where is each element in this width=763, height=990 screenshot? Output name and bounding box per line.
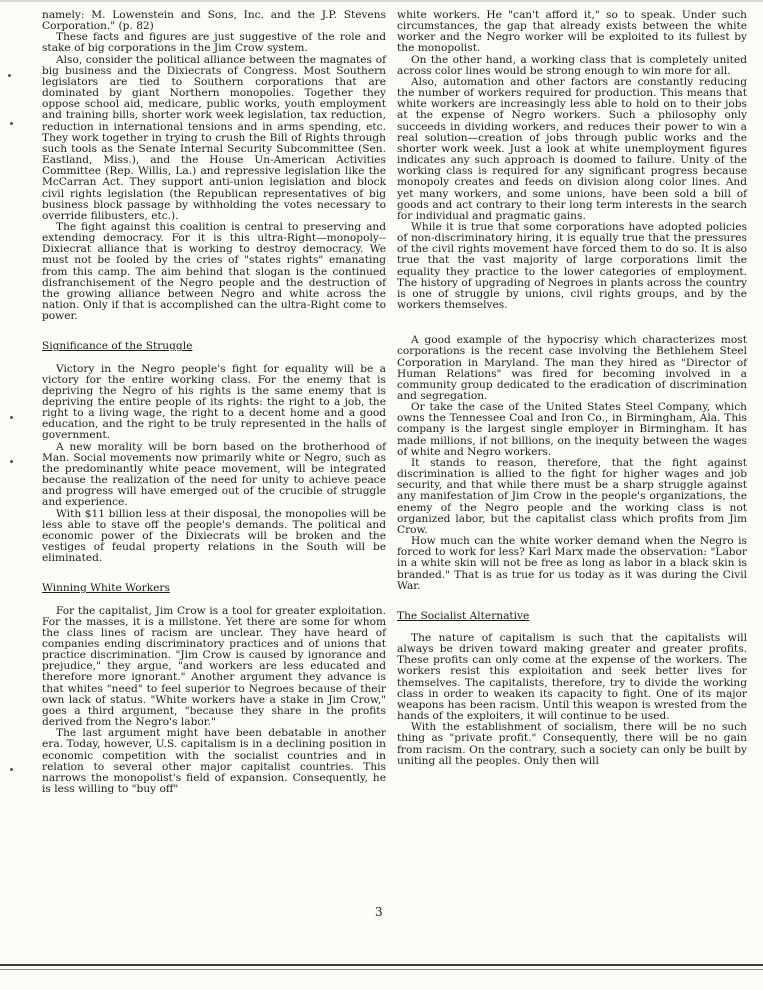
paragraph: While it is true that some corporations have adopted policies of non-discriminatory hiring, it is equally true that the pressures of the civil rights movement have forced them to do so. It is also true that the vast majority of large corporations limit the equality they practice to the lower categories of employment. The history of upgrading of Negroes in plants across the country is one of struggle by unions, civil rights groups, and by the workers themselves. xyxy=(397,220,747,312)
paragraph: It stands to reason, therefore, that the fight against discrimination is allied to the fight for higher wages and job security, and that while there must be a sharp struggle against any manifestation of Jim Crow in the people's organizations, the enemy of the Negro people and the working class is not organized labor, but the capitalist class which profits from Jim Crow. xyxy=(397,456,747,536)
paragraph: The nature of capitalism is such that the capitalists will always be driven toward making greater and greater profits. These profits can only come at the expense of the workers. The workers resist this exploitation and seek better lives for themselves. The capitalists, therefore, try to divide the working class in order to weaken its capacity to fight. One of its major weapons has been racism. Until this weapon is wrested from the hands of the exploiters, it will continue to be used. xyxy=(397,631,747,723)
page-number: 3 xyxy=(375,905,383,919)
bottom-rule-thin xyxy=(0,969,763,970)
scan-speck xyxy=(8,74,11,77)
paragraph: namely: M. Lowenstein and Sons, Inc. and the J.P. Stevens Corporation." (p. 82) xyxy=(42,9,386,33)
scan-speck xyxy=(10,122,13,125)
paragraph: These facts and figures are just suggestive of the role and stake of big corporations in the Jim Crow system. xyxy=(42,31,386,55)
scan-speck xyxy=(10,460,13,463)
scan-speck xyxy=(10,768,13,771)
paragraph: How much can the white worker demand when the Negro is forced to work for less? Karl Marx made the observation: "Labor in a white skin will not be free as long as labor in a black skin is branded." That is as true for us today as it was during the Civil War. xyxy=(397,535,747,592)
section-heading-socialist-alternative: The Socialist Alternative xyxy=(397,609,530,622)
paragraph: Also, automation and other factors are constantly reducing the number of workers required for production. This means that white workers are increasingly less able to hold on to their jobs at the expense of Negro workers. Such a philosophy only succeeds in dividing workers, and reduces their power to win a real solution—creation of jobs through public works and the shorter work week. Just a look at white unemployment figures indicates any such approach is doomed to failure. Unity of the working class is required for any significant progress because monopoly creates and feeds on division along color lines. And yet many workers, and some unions, have been sold a bill of goods and act contrary to their long term interests in the search for individual and pragmatic gains. xyxy=(397,75,747,222)
paragraph: The last argument might have been debatable in another era. Today, however, U.S. capitalism is in a declining position in economic competition with the socialist countries and in relation to several other major capitalist countries. This narrows the monopolist's field of expansion. Consequently, he is less willing to "buy off" xyxy=(42,727,386,795)
paragraph: On the other hand, a working class that is completely united across color lines would be strong enough to win more for all. xyxy=(397,53,747,77)
paragraph: Or take the case of the United States Steel Company, which owns the Tennessee Coal and Iron Co., in Birmingham, Ala. This company is the largest single employer in Birmingham. It has made millions, if not billions, on the inequity between the wages of white and Negro workers. xyxy=(397,401,747,458)
paragraph: With $11 billion less at their disposal, the monopolies will be less able to stave off the people's demands. The political and economic power of the Dixiecrats will be broken and the vestiges of feudal property relations in the South will be eliminated. xyxy=(42,507,386,565)
scan-speck xyxy=(10,416,13,419)
paragraph: The fight against this coalition is central to preserving and extending democracy. For it is this ultra-Right—monopoly--Dixiecrat alliance that is working to destroy democracy. We must not be fooled by the cries of "states rights" emanating from this camp. The aim behind that slogan is the continued disfranchisement of the Negro people and the destruction of the growing alliance between Negro and white across the nation. Only if that is accomplished can the ultra-Right come to power. xyxy=(42,220,386,323)
paragraph: With the establishment of socialism, there will be no such thing as "private profit." Consequently, there will be no gain from racism. On the contrary, such a society can only be built by uniting all the peoples. Only then will xyxy=(397,721,747,767)
right-column xyxy=(397,10,747,767)
page-top-edge xyxy=(0,0,763,2)
paragraph: A good example of the hypocrisy which characterizes most corporations is the recent case involving the Bethlehem Steel Corporation in Maryland. The man they hired as "Director of Human Relations" was fired for becoming involved in a community group dedicated to the eradication of discrimination and segregation. xyxy=(397,334,747,402)
paragraph: Also, consider the political alliance between the magnates of big business and the Dixiecrats of Congress. Most Southern legislators are tied to Southern corporations that are dominated by giant Northern monopolies. Together they oppose school aid, medicare, public works, youth employment and training bills, shorter work week legislation, tax reduction, reduction in international tensions and in arms spending, etc. They work together in trying to crush the Bill of Rights through such tools as the Senate Internal Security Subcommittee (Sen. Eastland, Miss.), and the House Un-American Activities Committee (Rep. Willis, La.) and repressive legislation like the McCarran Act. They support anti-union legislation and block civil rights legislation (the Republican representatives of big business block passage by withholding the votes necessary to override filibusters, etc.). xyxy=(42,53,386,222)
left-column xyxy=(42,10,386,795)
paragraph: A new morality will be born based on the brotherhood of Man. Social movements now primarily white or Negro, such as the predominantly white peace movement, will be integrated because the realization of the need for unity to achieve peace and progress will have emerged out of the crucible of struggle and experience. xyxy=(42,440,386,509)
section-heading-significance: Significance of the Struggle xyxy=(42,340,193,353)
paragraph: For the capitalist, Jim Crow is a tool for greater exploitation. For the masses, it is a millstone. Yet there are some for whom the class lines of racism are unclear. They have heard of companies ending discriminatory practices and of unions that practice discrimination. "Jim Crow is caused by ignorance and prejudice," they argue, "and workers are less educated and therefore more ignorant." Another argument they advance is that whites "need" to feel superior to Negroes because of their own lack of status. "White workers have a stake in Jim Crow," goes a third argument, "because they share in the profits derived from the Negro's labor." xyxy=(42,604,386,729)
section-heading-winning-white-workers: Winning White Workers xyxy=(42,582,170,595)
paragraph: white workers. He "can't afford it," so to speak. Under such circumstances, the gap that already exists between the white worker and the Negro worker will be exploited to its fullest by the monopolist. xyxy=(397,9,747,55)
paragraph: Victory in the Negro people's fight for equality will be a victory for the entire working class. For the enemy that is depriving the Negro of his rights is the same enemy that is depriving the entire people of its rights: the right to a job, the right to a living wage, the right to a decent home and a good education, and the right to be truly represented in the halls of government. xyxy=(42,362,386,442)
bottom-rule xyxy=(0,964,763,966)
